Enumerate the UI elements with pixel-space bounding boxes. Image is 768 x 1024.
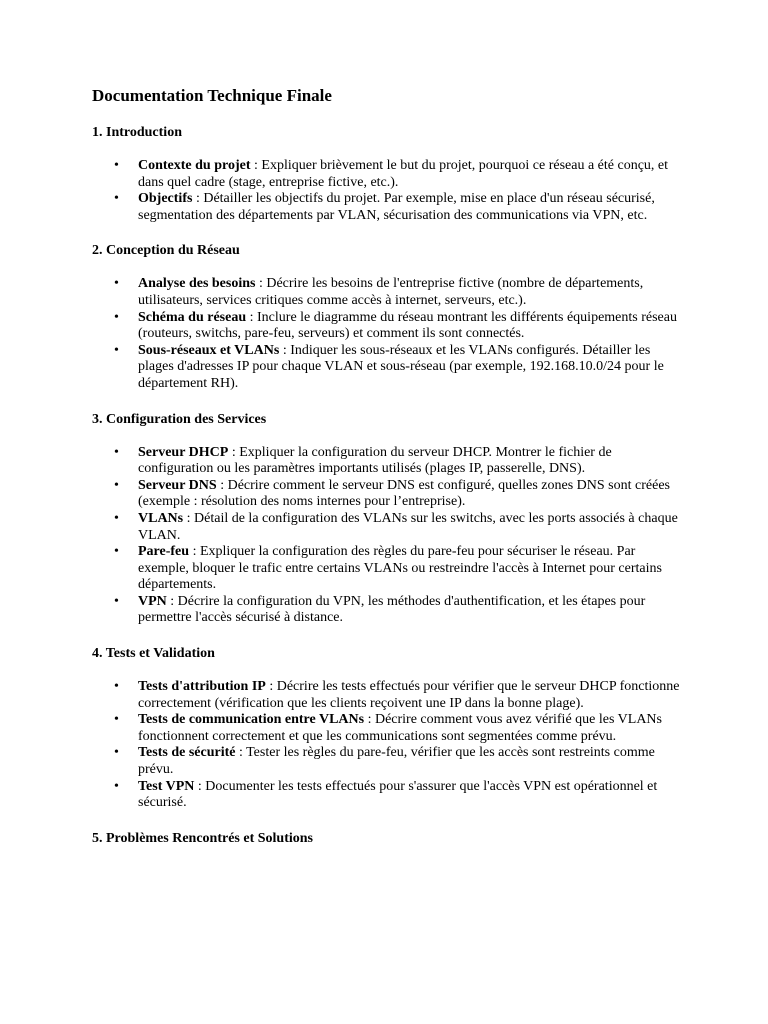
list-item bbox=[138, 478, 688, 511]
list-item-term: Test VPN bbox=[138, 778, 195, 794]
list-item-text: : Décrire comment le serveur DNS est configuré, quelles zones DNS sont créées (exemple : résolution des noms internes pour l’entreprise). bbox=[138, 477, 670, 510]
list-item-term: Tests d'attribution IP bbox=[138, 679, 266, 695]
list-item bbox=[138, 544, 688, 594]
list-item bbox=[138, 276, 688, 309]
list-item bbox=[138, 712, 688, 745]
list-item bbox=[138, 445, 688, 478]
section-list-introduction bbox=[92, 158, 688, 224]
document-title: Documentation Technique Finale bbox=[92, 86, 332, 105]
list-item bbox=[138, 745, 688, 778]
list-item-text: : Expliquer la configuration du serveur DHCP. Montrer le fichier de configuration ou les paramètres importants utilisés (plages IP, passerelle, DNS). bbox=[138, 444, 612, 477]
list-item-text: : Indiquer les sous-réseaux et les VLANs configurés. Détailler les plages d'adresses IP pour chaque VLAN et sous-réseau (par exemple, 192.168.10.0/24 pour le département RH). bbox=[138, 342, 664, 391]
list-item-text: : Détail de la configuration des VLANs sur les switchs, avec les ports associés à chaque VLAN. bbox=[138, 510, 678, 543]
list-item bbox=[138, 310, 688, 343]
list-item-term: Objectifs bbox=[138, 191, 193, 207]
list-item-text: : Inclure le diagramme du réseau montrant les différents équipements réseau (routeurs, switchs, pare-feu, serveurs) et comment ils sont connectés. bbox=[138, 309, 677, 342]
list-item bbox=[138, 594, 688, 627]
list-item-term: Serveur DHCP bbox=[138, 444, 229, 460]
section-heading-tests: 4. Tests et Validation bbox=[92, 646, 215, 662]
list-item-term: Schéma du réseau bbox=[138, 309, 247, 325]
section-heading-configuration: 3. Configuration des Services bbox=[92, 411, 267, 427]
section-list-conception bbox=[92, 276, 688, 392]
list-item bbox=[138, 511, 688, 544]
list-item-text: : Décrire la configuration du VPN, les méthodes d'authentification, et les étapes pour permettre l'accès sécurisé à distance. bbox=[138, 593, 646, 626]
list-item-text: : Expliquer la configuration des règles du pare-feu pour sécuriser le réseau. Par exemple, bloquer le trafic entre certains VLANs ou restreindre l'accès à Internet pour certains départements. bbox=[138, 544, 662, 593]
list-item-term: Pare-feu bbox=[138, 544, 190, 560]
list-item-term: Tests de sécurité bbox=[138, 745, 236, 761]
list-item bbox=[138, 679, 688, 712]
list-item-term: Sous-réseaux et VLANs bbox=[138, 342, 280, 358]
section-list-tests bbox=[92, 679, 688, 812]
list-item-text: : Documenter les tests effectués pour s'assurer que l'accès VPN est opérationnel et sécurisé. bbox=[138, 778, 658, 811]
list-item-text: : Expliquer brièvement le but du projet, pourquoi ce réseau a été conçu, et dans quel cadre (stage, entreprise fictive, etc.). bbox=[138, 158, 669, 190]
list-item bbox=[138, 779, 688, 812]
list-item bbox=[138, 158, 688, 191]
list-item-term: Contexte du projet bbox=[138, 158, 251, 173]
list-item-text: : Décrire les besoins de l'entreprise fictive (nombre de départements, utilisateurs, services critiques comme accès à internet, serveurs, etc.). bbox=[138, 276, 644, 308]
list-item-text: : Décrire comment vous avez vérifié que les VLANs fonctionnent correctement et que les communications sont segmentées comme prévu. bbox=[138, 712, 662, 744]
list-item-term: Analyse des besoins bbox=[138, 276, 256, 292]
list-item-term: VLANs bbox=[138, 510, 184, 526]
section-list-configuration bbox=[92, 445, 688, 628]
list-item bbox=[138, 191, 688, 224]
list-item-text: : Décrire les tests effectués pour vérifier que le serveur DHCP fonctionne correctement (vérification que les clients reçoivent une IP dans la bonne plage). bbox=[138, 679, 680, 711]
list-item-text: : Détailler les objectifs du projet. Par exemple, mise en place d'un réseau sécurisé, segmentation des départements par VLAN, sécurisation des communications via VPN, etc. bbox=[138, 191, 655, 223]
list-item-text: : Tester les règles du pare-feu, vérifier que les accès sont restreints comme prévu. bbox=[138, 745, 655, 778]
list-item bbox=[138, 343, 688, 393]
section-heading-conception: 2. Conception du Réseau bbox=[92, 243, 240, 259]
section-heading-introduction: 1. Introduction bbox=[92, 125, 182, 140]
list-item-term: Serveur DNS bbox=[138, 477, 217, 493]
list-item-term: VPN bbox=[138, 593, 167, 609]
list-item-term: Tests de communication entre VLANs bbox=[138, 712, 365, 728]
section-heading-problemes: 5. Problèmes Rencontrés et Solutions bbox=[92, 830, 313, 846]
